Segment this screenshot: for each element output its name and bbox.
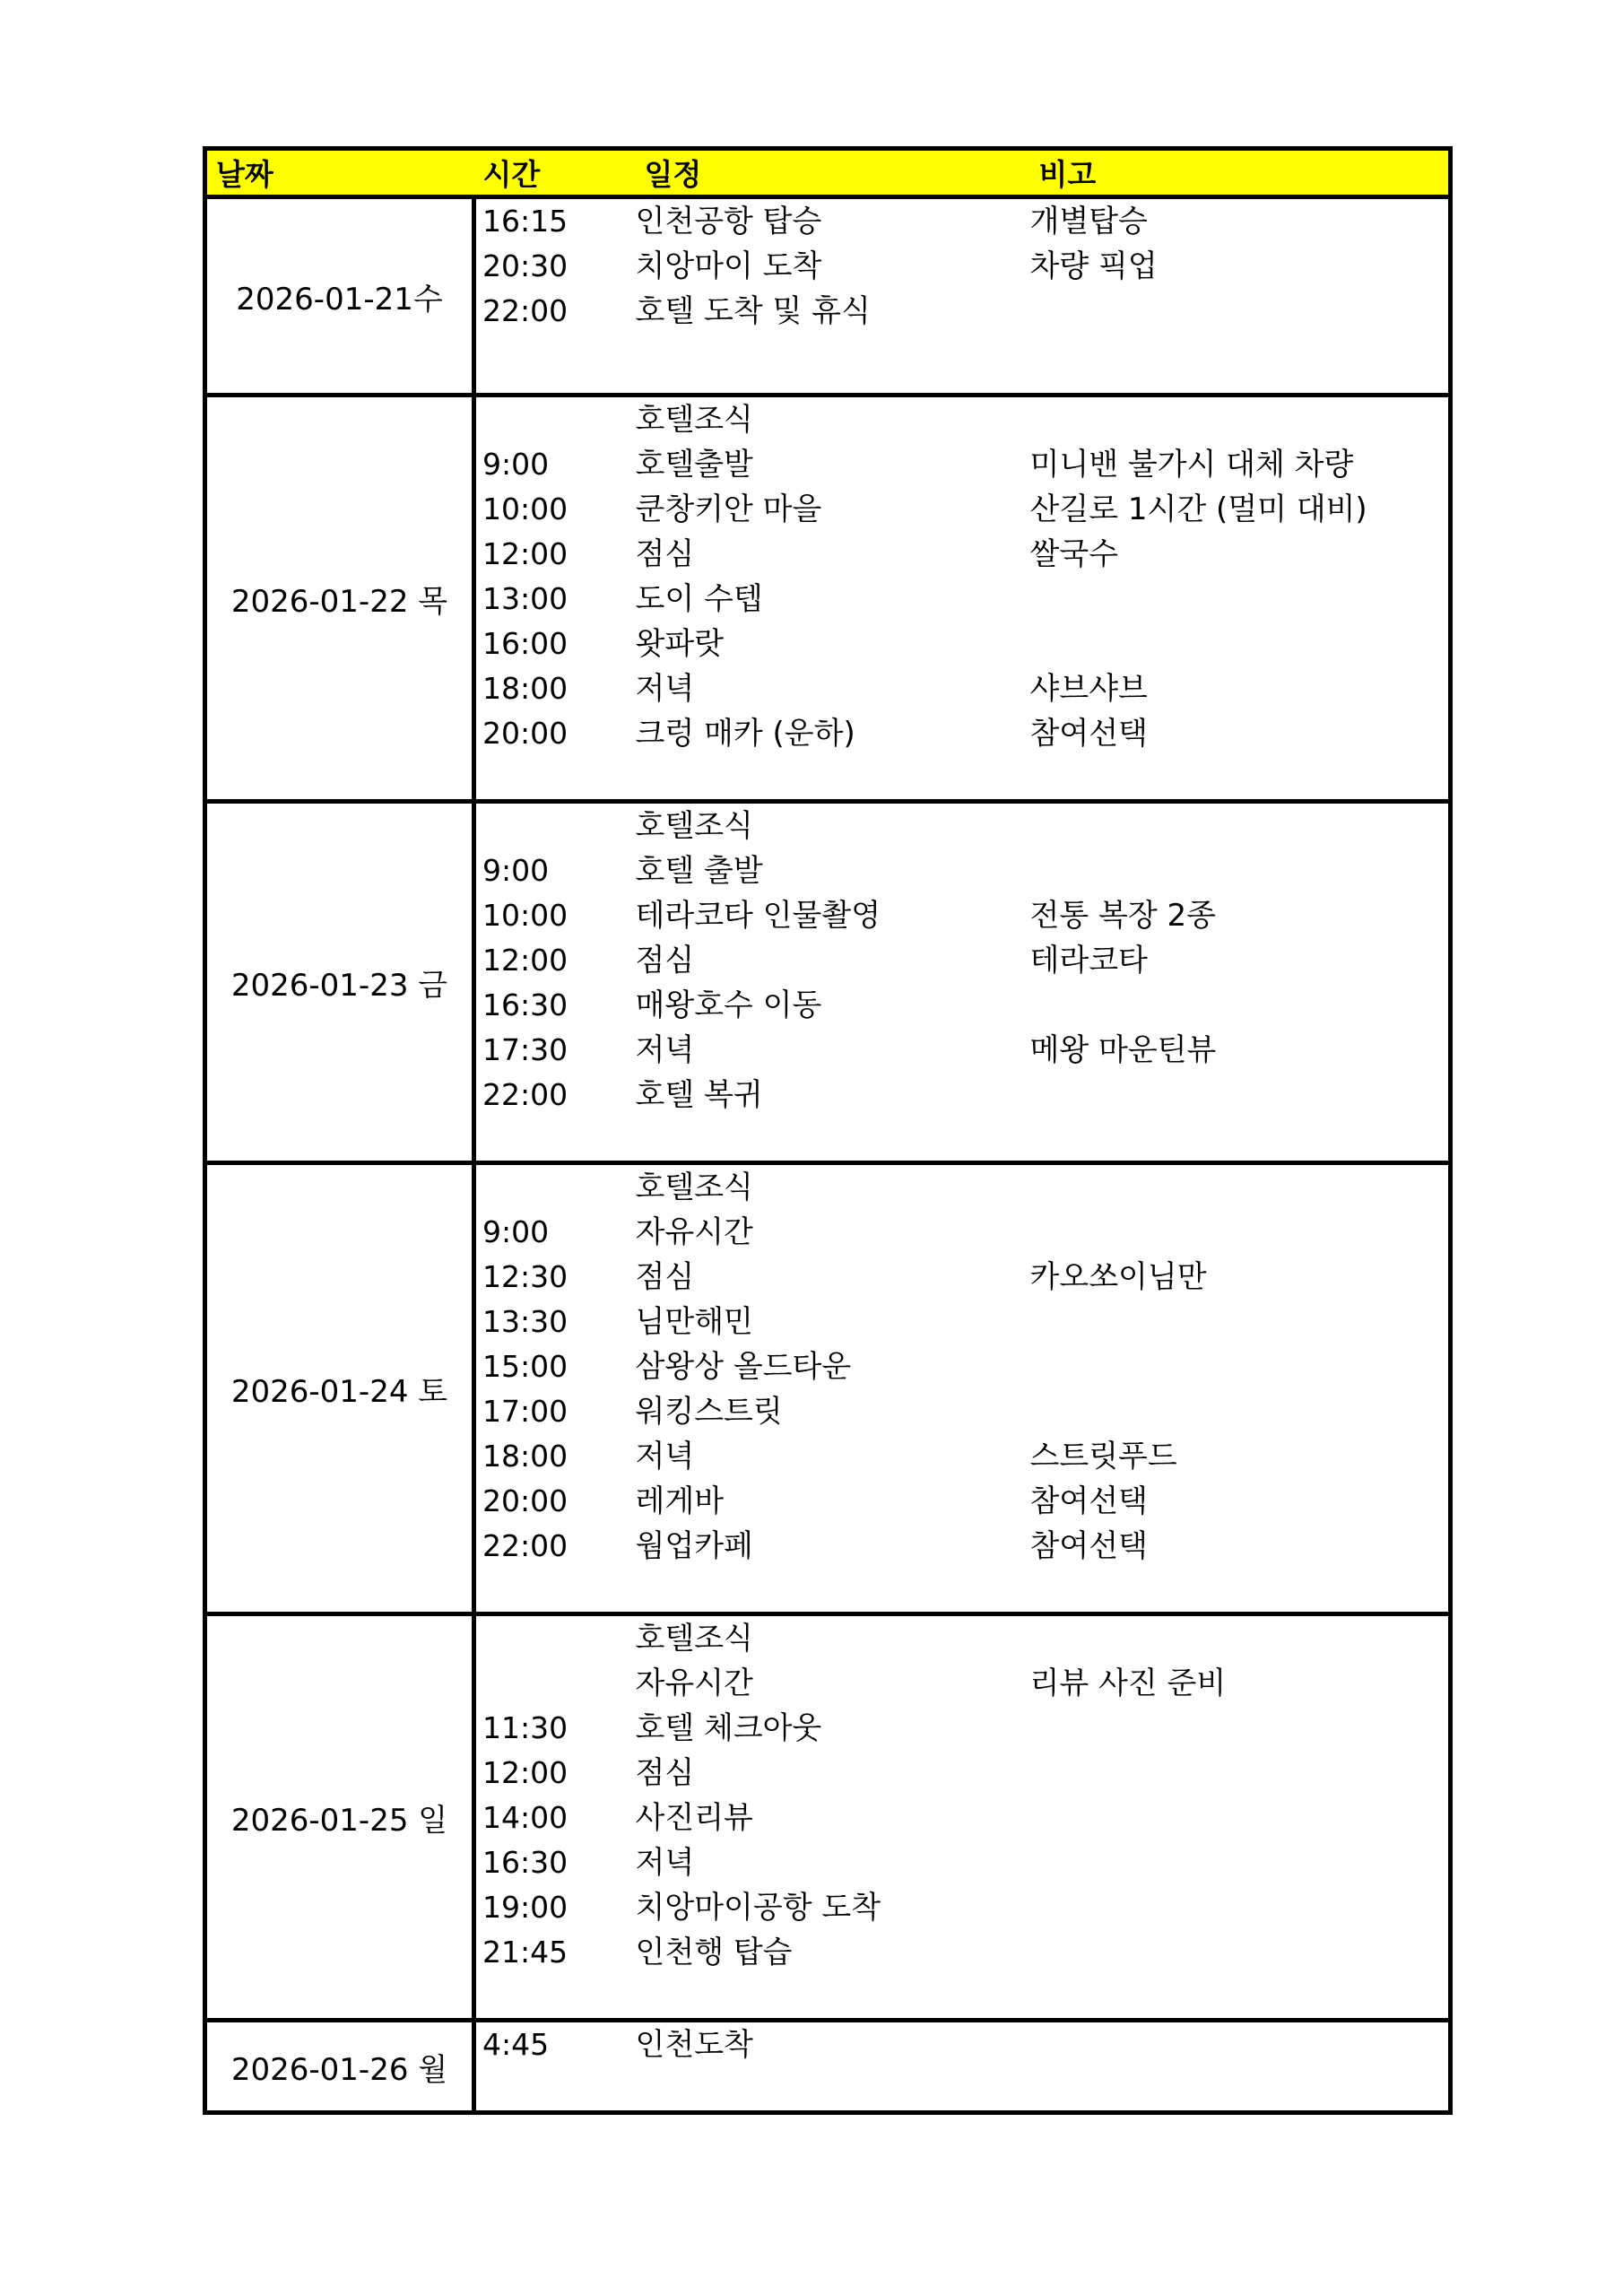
event-cell: 점심: [635, 1755, 695, 1791]
event-cell: 인천공항 탑승: [635, 204, 822, 239]
time-cell: 12:00: [482, 1755, 568, 1790]
note-cell: 전통 복장 2종: [1029, 898, 1216, 934]
time-cell: 11:30: [482, 1710, 568, 1745]
note-cell: [1030, 1389, 1451, 1434]
note-cell: [1030, 577, 1451, 622]
time-cell: 16:00: [482, 626, 568, 661]
note-cell: [1030, 1796, 1451, 1840]
note-cell: 메왕 마운틴뷰: [1029, 1032, 1217, 1068]
time-cell: 20:00: [482, 716, 568, 751]
spacer-cell: [474, 2067, 1451, 2113]
note-cell: [1030, 1344, 1451, 1389]
note-cell: [1030, 848, 1451, 893]
time-cell: 16:30: [482, 987, 568, 1022]
note-cell: 미니밴 불가시 대체 차량: [1029, 447, 1354, 483]
day-block: [205, 802, 1451, 1163]
time-cell: 17:00: [482, 1394, 568, 1429]
event-cell: 호텔 체크아웃: [635, 1710, 822, 1746]
note-cell: [1030, 1885, 1451, 1930]
time-cell: 20:30: [482, 248, 568, 283]
note-cell: 참여선택: [1029, 716, 1148, 752]
note-cell: [1030, 622, 1451, 666]
note-cell: [1030, 1930, 1451, 1975]
time-cell: 22:00: [482, 293, 568, 328]
time-cell: 19:00: [482, 1890, 568, 1925]
time-cell: 20:00: [482, 1483, 568, 1518]
time-cell: 12:30: [482, 1259, 568, 1294]
time-cell: 10:00: [482, 491, 568, 526]
time-cell: [474, 1163, 636, 1211]
spacer-cell: [474, 1569, 1451, 1614]
date-cell: 2026-01-24 토: [205, 1163, 474, 1614]
time-cell: [474, 1614, 636, 1662]
note-cell: 참여선택: [1029, 1528, 1148, 1564]
note-cell: [1030, 1210, 1451, 1255]
event-cell: 호텔조식: [635, 402, 753, 438]
event-cell: 자유시간: [635, 1214, 753, 1250]
spacer-cell: [474, 756, 1451, 802]
event-cell: 인천행 탑습: [635, 1935, 793, 1970]
note-cell: 차량 픽업: [1029, 248, 1158, 284]
date-cell: 2026-01-25 일: [205, 1614, 474, 2021]
date-cell: 2026-01-21수: [205, 197, 474, 396]
event-cell: 님만해민: [635, 1304, 753, 1340]
event-cell: 호텔조식: [635, 1621, 753, 1657]
day-block: [205, 2021, 1451, 2113]
spacer-cell: [474, 1975, 1451, 2021]
note-cell: 산길로 1시간 (멀미 대비): [1029, 491, 1367, 527]
note-cell: [1030, 1300, 1451, 1344]
event-cell: 웜업카페: [635, 1528, 753, 1564]
note-cell: [1030, 1840, 1451, 1885]
schedule-row: [205, 1614, 1451, 1662]
time-cell: 16:15: [482, 204, 568, 239]
event-cell: 크렁 매카 (운하): [635, 716, 855, 752]
event-cell: 저녁: [635, 1439, 695, 1474]
event-cell: 호텔 복귀: [635, 1077, 763, 1113]
spacer-cell: [474, 1118, 1451, 1163]
time-cell: 18:00: [482, 671, 568, 706]
date-cell: 2026-01-22 목: [205, 396, 474, 802]
header-time: 시간: [474, 149, 636, 197]
note-cell: [1030, 983, 1451, 1028]
note-cell: 쌀국수: [1029, 536, 1119, 572]
schedule-row: [205, 802, 1451, 849]
note-cell: 스트릿푸드: [1029, 1439, 1177, 1474]
note-cell: [1030, 1751, 1451, 1796]
note-cell: 리뷰 사진 준비: [1029, 1665, 1227, 1701]
event-cell: 점심: [635, 536, 695, 572]
event-cell: 워킹스트릿: [635, 1394, 783, 1430]
note-cell: 개별탑승: [1029, 204, 1148, 239]
itinerary-table: [203, 146, 1453, 2115]
event-cell: 자유시간: [635, 1665, 753, 1701]
time-cell: 15:00: [482, 1349, 568, 1384]
event-cell: 치앙마이 도착: [635, 248, 822, 284]
event-cell: 도이 수텝: [635, 581, 763, 617]
time-cell: 9:00: [482, 447, 550, 482]
event-cell: 저녁: [635, 671, 695, 707]
time-cell: 14:00: [482, 1800, 568, 1835]
note-cell: [1030, 2021, 1451, 2068]
spacer-cell: [474, 334, 1451, 396]
day-block: [205, 1163, 1451, 1614]
time-cell: [474, 396, 636, 443]
time-cell: 9:00: [482, 1214, 550, 1249]
note-cell: [1030, 1614, 1451, 1662]
event-cell: 레게바: [635, 1483, 725, 1519]
day-block: [205, 1614, 1451, 2021]
event-cell: 쿤창키안 마을: [635, 491, 822, 527]
time-cell: 21:45: [482, 1935, 568, 1970]
date-cell: 2026-01-23 금: [205, 802, 474, 1163]
time-cell: 12:00: [482, 536, 568, 571]
event-cell: 호텔 도착 및 휴식: [635, 293, 871, 329]
note-cell: [1030, 1073, 1451, 1118]
time-cell: 13:00: [482, 581, 568, 616]
note-cell: 카오쏘이님만: [1029, 1259, 1207, 1295]
day-block: [205, 396, 1451, 802]
event-cell: 호텔조식: [635, 1170, 753, 1205]
note-cell: [1030, 289, 1451, 334]
header-row: [205, 149, 1451, 197]
time-cell: 17:30: [482, 1032, 568, 1067]
time-cell: 4:45: [482, 2027, 550, 2062]
note-cell: [1030, 1706, 1451, 1751]
event-cell: 점심: [635, 943, 695, 978]
time-cell: 13:30: [482, 1304, 568, 1339]
time-cell: 10:00: [482, 898, 568, 933]
header-event: 일정: [636, 149, 1030, 197]
event-cell: 저녁: [635, 1845, 695, 1881]
time-cell: [474, 802, 636, 849]
event-cell: 점심: [635, 1259, 695, 1295]
schedule-row: [205, 396, 1451, 443]
time-cell: 22:00: [482, 1077, 568, 1112]
note-cell: 테라코타: [1029, 943, 1148, 978]
header-date: 날짜: [205, 149, 474, 197]
note-cell: [1030, 396, 1451, 443]
schedule-row: [205, 197, 1451, 245]
time-cell: [474, 1661, 636, 1706]
event-cell: 호텔조식: [635, 808, 753, 844]
event-cell: 인천도착: [635, 2027, 753, 2063]
time-cell: 18:00: [482, 1439, 568, 1474]
event-cell: 호텔출발: [635, 447, 753, 483]
date-cell: 2026-01-26 월: [205, 2021, 474, 2113]
event-cell: 테라코타 인물촬영: [635, 898, 881, 934]
header-note: 비고: [1030, 149, 1451, 197]
event-cell: 삼왕상 올드타운: [635, 1349, 852, 1385]
event-cell: 사진리뷰: [635, 1800, 753, 1836]
note-cell: [1030, 1163, 1451, 1211]
note-cell: [1030, 802, 1451, 849]
time-cell: 16:30: [482, 1845, 568, 1880]
day-block: [205, 197, 1451, 396]
event-cell: 호텔 출발: [635, 853, 763, 889]
event-cell: 매왕호수 이동: [635, 987, 822, 1023]
time-cell: 22:00: [482, 1528, 568, 1563]
note-cell: 샤브샤브: [1029, 671, 1148, 707]
event-cell: 왓파랏: [635, 626, 725, 662]
note-cell: 참여선택: [1029, 1483, 1148, 1519]
schedule-row: [205, 2021, 1451, 2068]
event-cell: 저녁: [635, 1032, 695, 1068]
time-cell: 9:00: [482, 853, 550, 888]
time-cell: 12:00: [482, 943, 568, 978]
event-cell: 치앙마이공항 도착: [635, 1890, 881, 1926]
schedule-row: [205, 1163, 1451, 1211]
